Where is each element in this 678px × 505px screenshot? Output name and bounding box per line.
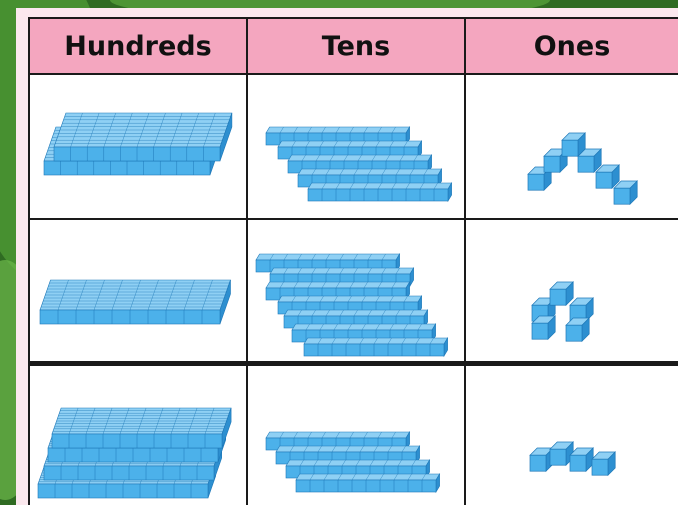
ten-rod [308,183,452,201]
row3-one-cubes [466,366,678,505]
header-ones: Ones [466,19,678,75]
one-cube [614,181,637,204]
hundred-flat [54,113,232,161]
row3-tens-cell [248,366,466,505]
row1-one-cubes [466,75,678,218]
one-cube [592,452,615,475]
one-cube [550,282,573,305]
header-tens: Tens [248,19,466,75]
row2-ones-cell [466,220,678,366]
row1-hundreds-cell [30,75,248,220]
row2-hundred-flats [30,220,246,361]
row2-hundreds-cell [30,220,248,366]
hundred-flat [40,280,231,324]
place-value-table [28,17,678,505]
one-cube [578,149,601,172]
row3-hundreds-cell [30,366,248,505]
row1-ten-rods [248,75,464,218]
row1-hundred-flats [30,75,246,218]
one-cube [570,448,593,471]
one-cube [532,316,555,339]
row1-tens-cell [248,75,466,220]
one-cube [566,318,589,341]
row2-one-cubes [466,220,678,361]
row2-tens-cell [248,220,466,366]
row2-ten-rods [248,220,464,361]
row3-ten-rods [248,366,464,505]
ten-rod [304,338,448,356]
row3-ones-cell [466,366,678,505]
row3-hundred-flats [30,366,246,505]
header-hundreds: Hundreds [30,19,248,75]
ten-rod [296,474,440,492]
one-cube [596,165,619,188]
row1-ones-cell [466,75,678,220]
hundred-flat [52,408,231,448]
